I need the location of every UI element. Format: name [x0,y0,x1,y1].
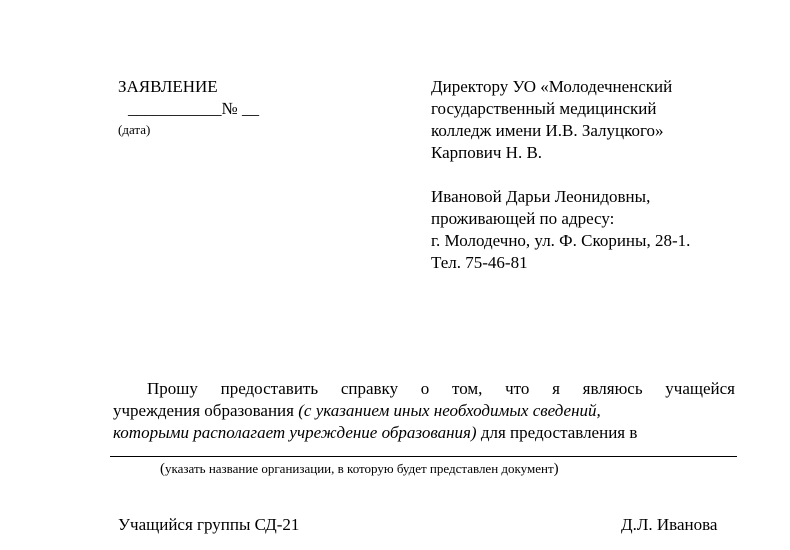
sender-line: проживающей по адресу: [431,209,615,228]
sender-line: Тел. 75-46-81 [431,253,528,272]
request-line-3 [113,422,735,444]
request-line-1: Прошу предоставить справку о том, что я являюсь учащейся [147,379,735,398]
request-line-2-plain: учреждения образования [113,401,299,420]
request-line-3-italic: которыми располагает учреждение образования) [113,423,477,442]
header-spacer [431,164,771,186]
caption-open-paren: ( [160,461,165,477]
statement-number-line: ___________№ __ [128,99,259,118]
addressee-line: Карпович Н. В. [431,143,543,162]
request-line-2 [113,400,735,422]
signature-group: Учащийся группы СД-21 [118,515,300,534]
sender-line: Ивановой Дарьи Леонидовны, [431,187,651,206]
signature-name: Д.Л. Иванова [621,515,718,534]
addressee-block [431,76,771,274]
sender-line: г. Молодечно, ул. Ф. Скорины, 28-1. [431,231,691,250]
request-line-3-plain: для предоставления в [476,423,638,442]
addressee-line: государственный медицинский [431,99,657,118]
organization-caption [160,459,559,479]
request-line-2-italic: (с указанием иных необходимых сведений, [298,401,601,420]
request-body [113,378,735,444]
addressee-line: колледж имени И.В. Залуцкого» [431,121,664,140]
caption-text: указать название организации, в которую будет представлен документ [165,461,554,476]
statement-title: ЗАЯВЛЕНИЕ [118,77,218,96]
addressee-line: Директору УО «Молодечненский [431,77,673,96]
caption-close-paren: ) [553,461,559,477]
statement-header [118,76,259,138]
date-caption: (дата) [118,122,151,137]
organization-blank-line [110,456,737,457]
